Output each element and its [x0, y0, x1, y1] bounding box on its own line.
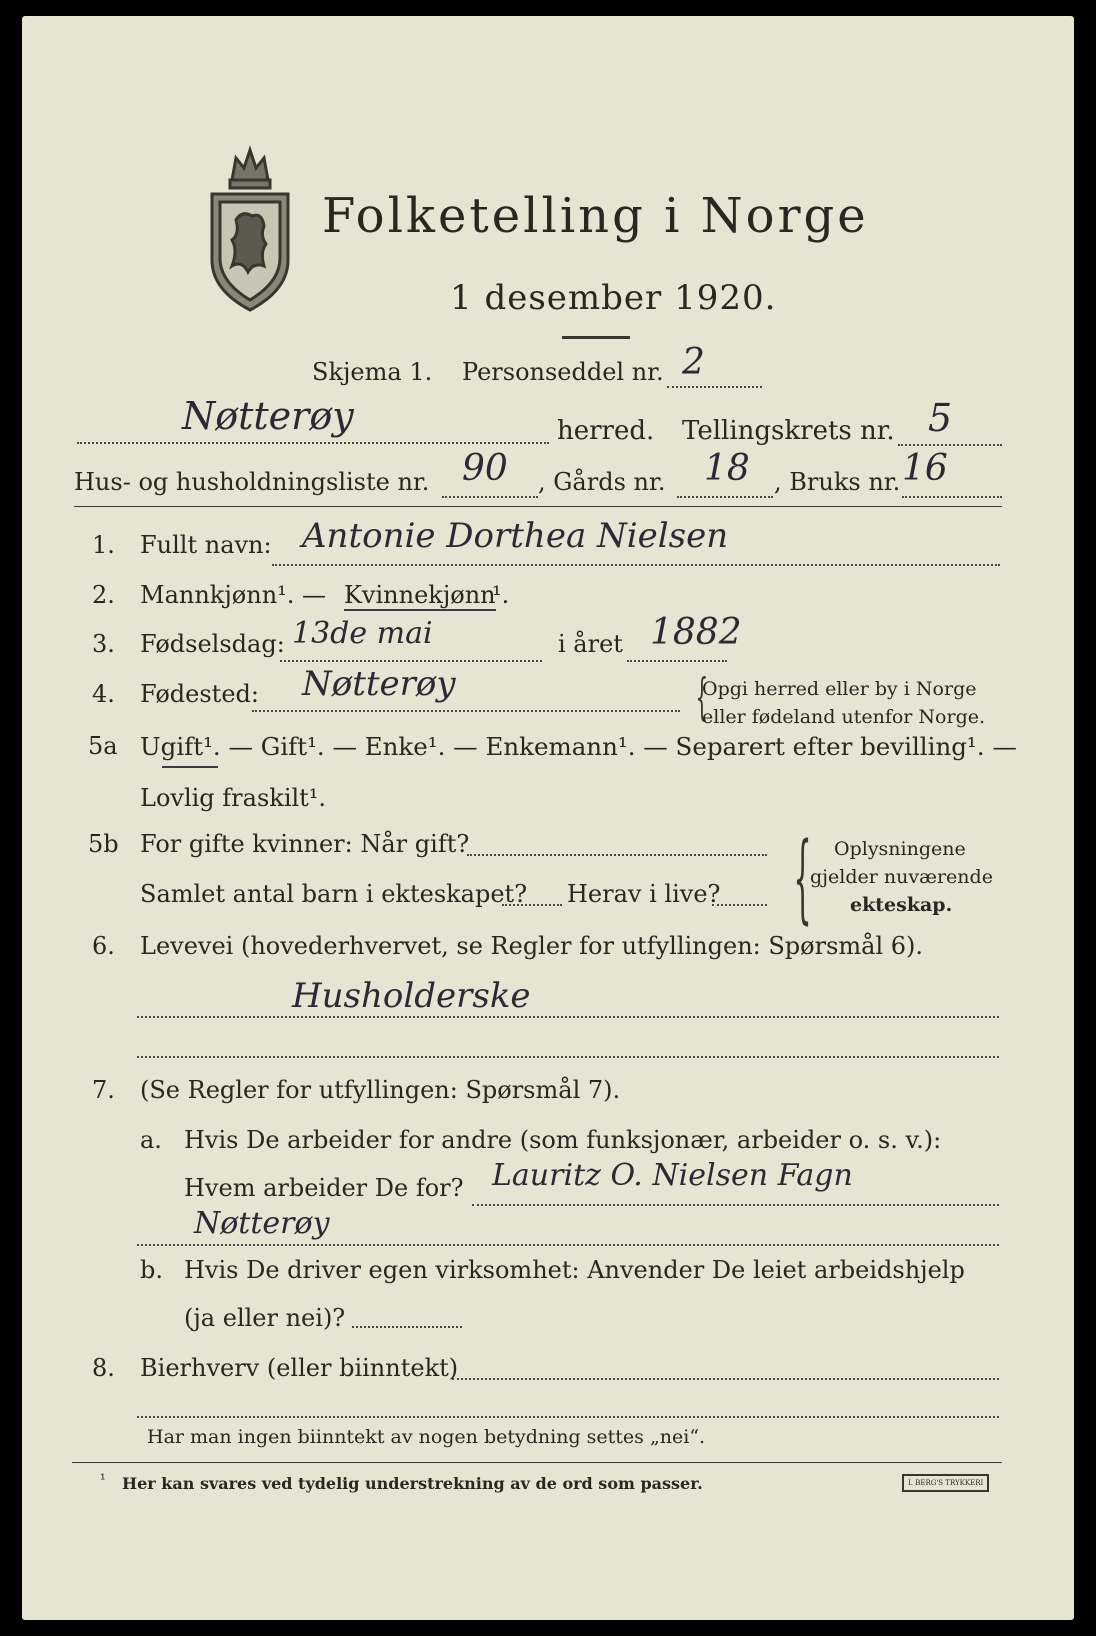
q7a-employer-location[interactable]: Nøtterøy — [194, 1206, 330, 1241]
norwegian-coat-of-arms-icon — [202, 140, 298, 315]
q5a-ugift-underline[interactable] — [162, 766, 218, 768]
personseddel-value[interactable]: 2 — [682, 342, 705, 383]
q5a-line2: Lovlig fraskilt¹. — [140, 784, 327, 812]
q3-label: Fødselsdag: — [140, 630, 285, 658]
q5b-line2b: Herav i live? — [567, 880, 721, 908]
personseddel-label: Personseddel nr. — [462, 358, 664, 386]
q1-number: 1. — [92, 531, 115, 559]
personseddel-line — [667, 386, 762, 388]
herred-value[interactable]: Nøtterøy — [182, 394, 354, 438]
q7a-line-location — [137, 1244, 999, 1246]
q3-birthday-value[interactable]: 13de mai — [292, 616, 433, 651]
q6-line1 — [137, 1016, 999, 1018]
footnote-text: Her kan svares ved tydelig understrekning av de ord som passer. — [122, 1474, 703, 1493]
husliste-line — [442, 496, 538, 498]
form-title: Folketelling i Norge — [322, 188, 869, 244]
q5b-alive-line — [712, 904, 767, 906]
q5b-line2a: Samlet antal barn i ekteskapet? — [140, 880, 528, 908]
q6-number: 6. — [92, 932, 115, 960]
q1-fullname-value[interactable]: Antonie Dorthea Nielsen — [302, 516, 729, 556]
q7b-letter: b. — [140, 1256, 163, 1284]
gards-label: , Gårds nr. — [538, 468, 666, 496]
q6-label: Levevei (hovederhvervet, se Regler for utfyllingen: Spørsmål 6). — [140, 932, 924, 960]
q7-label: (Se Regler for utfyllingen: Spørsmål 7). — [140, 1076, 621, 1104]
q7-number: 7. — [92, 1076, 115, 1104]
tellingskrets-label: Tellingskrets nr. — [682, 416, 895, 446]
bruks-value[interactable]: 16 — [902, 448, 948, 489]
q7b-line1: Hvis De driver egen virksomhet: Anvender De leiet arbeidshjelp — [184, 1256, 965, 1284]
q5b-children-line — [502, 904, 562, 906]
tellingskrets-value[interactable]: 5 — [928, 396, 953, 440]
q4-label: Fødested: — [140, 680, 259, 708]
q7b-line2: (ja eller nei)? — [184, 1304, 346, 1332]
q4-note-line2: eller fødeland utenfor Norge. — [702, 706, 986, 728]
bruks-label: , Bruks nr. — [774, 468, 901, 496]
title-divider — [562, 336, 630, 339]
q7a-line1: Hvis De arbeider for andre (som funksjonær, arbeider o. s. v.): — [184, 1126, 942, 1154]
q7a-letter: a. — [140, 1126, 162, 1154]
q4-note-line1: Opgi herred eller by i Norge — [702, 678, 977, 700]
q4-number: 4. — [92, 680, 115, 708]
footnote-mark: ¹ — [100, 1472, 106, 1488]
bruks-line — [902, 496, 1002, 498]
q3-year-line — [627, 660, 727, 662]
q4-birthplace-value[interactable]: Nøtterøy — [302, 664, 456, 704]
q5a-line1: Ugift¹. — Gift¹. — Enke¹. — Enkemann¹. — Separert efter bevilling¹. — — [140, 732, 1017, 761]
q3-year-value[interactable]: 1882 — [650, 612, 742, 653]
header-rule — [74, 506, 1002, 507]
q6-line2 — [137, 1056, 999, 1058]
q1-label: Fullt navn: — [140, 531, 272, 559]
q7a-line-employer — [472, 1204, 999, 1206]
census-date: 1 desember 1920. — [450, 278, 777, 318]
q7b-answer-line — [352, 1326, 462, 1328]
q5b-note-line2: gjelder nuværende — [810, 866, 993, 888]
q5b-number: 5b — [88, 830, 119, 858]
q5b-note-line1: Oplysningene — [834, 838, 966, 860]
tellingskrets-line — [898, 444, 1002, 446]
husliste-label: Hus- og husholdningsliste nr. — [74, 468, 430, 496]
footnote-rule — [72, 1462, 1002, 1463]
q5b-note-line3: ekteskap. — [850, 894, 953, 916]
q2-suffix: ¹. — [492, 581, 510, 609]
q7a-employer-value[interactable]: Lauritz O. Nielsen Fagn — [492, 1158, 853, 1193]
husliste-value[interactable]: 90 — [462, 448, 508, 489]
q8-line2 — [137, 1416, 999, 1418]
q2-number: 2. — [92, 581, 115, 609]
q1-line — [272, 564, 1000, 566]
q2-kvinnekjonn-underlined[interactable]: Kvinnekjønn — [344, 581, 496, 609]
herred-line — [77, 442, 549, 444]
q5a-number: 5a — [88, 732, 118, 760]
q8-number: 8. — [92, 1354, 115, 1382]
q5b-note-brace: { — [793, 822, 812, 934]
q2-mannkjonn: Mannkjønn¹. — — [140, 581, 327, 609]
q3-year-label: i året — [558, 630, 623, 658]
q5b-married-line — [467, 854, 767, 856]
q7a-line2: Hvem arbeider De for? — [184, 1174, 464, 1202]
q6-occupation-value[interactable]: Husholderske — [292, 976, 531, 1016]
herred-label: herred. — [557, 416, 655, 446]
skjema-label: Skjema 1. — [312, 358, 433, 386]
q8-line1 — [452, 1378, 999, 1380]
q8-label: Bierhverv (eller biinntekt) — [140, 1354, 459, 1382]
q4-line — [252, 710, 680, 712]
q4-note-brace: { — [695, 668, 709, 726]
census-form-page — [22, 16, 1074, 1620]
q5b-line1: For gifte kvinner: Når gift? — [140, 830, 470, 858]
gards-value[interactable]: 18 — [704, 448, 750, 489]
printer-stamp: I. BERG'S TRYKKERI — [902, 1474, 989, 1492]
gards-line — [677, 496, 773, 498]
q3-line — [280, 660, 542, 662]
q3-number: 3. — [92, 630, 115, 658]
q8-note: Har man ingen biinntekt av nogen betydning settes „nei“. — [147, 1426, 706, 1448]
